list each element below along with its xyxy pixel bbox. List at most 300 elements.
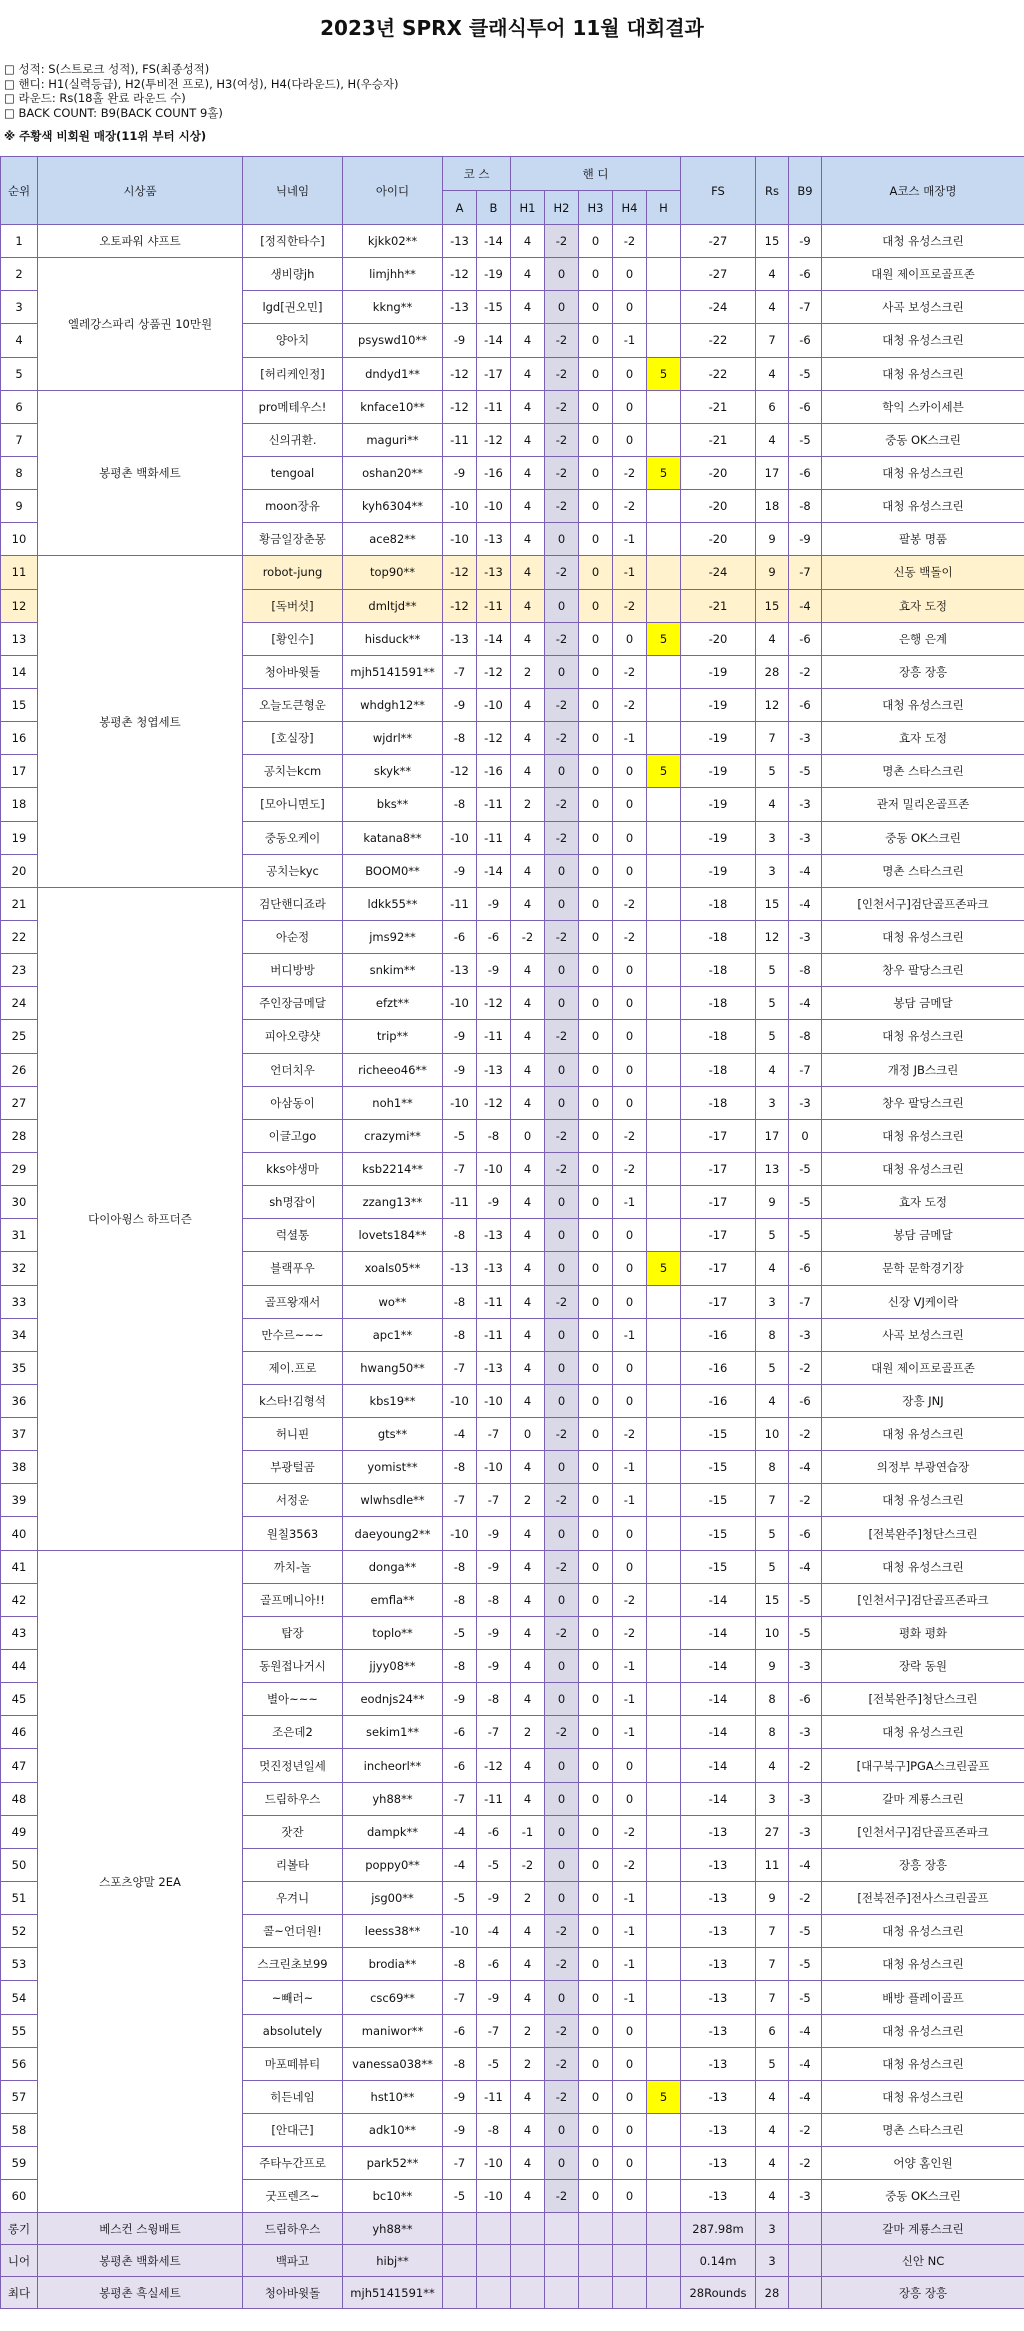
cell-nickname: 중동오케이	[243, 821, 343, 854]
table-row	[1, 258, 1024, 291]
cell-h4: -2	[613, 1815, 647, 1848]
cell-store: 평화 평화	[822, 1616, 1024, 1649]
cell-course-a: -10	[443, 1384, 477, 1417]
cell-store: 중동 OK스크린	[822, 821, 1024, 854]
header-a: A	[443, 191, 477, 225]
cell-nickname: 언더치우	[243, 1053, 343, 1086]
cell-id: kkng**	[343, 291, 443, 324]
cell-h3: 0	[579, 1152, 613, 1185]
cell-store: 대청 유성스크린	[822, 357, 1024, 390]
cell-rs: 4	[756, 357, 789, 390]
cell-h2: 0	[545, 1053, 579, 1086]
cell-fs: -20	[681, 456, 756, 489]
cell-fs: -18	[681, 1053, 756, 1086]
cell-course-b: -13	[477, 1351, 511, 1384]
cell-h3: 0	[579, 556, 613, 589]
cell-fs: -20	[681, 523, 756, 556]
cell-course-a: -9	[443, 854, 477, 887]
cell-h3: 0	[579, 2147, 613, 2180]
cell-store: 중동 OK스크린	[822, 423, 1024, 456]
cell-h	[647, 1981, 681, 2014]
cell-fs: -13	[681, 2014, 756, 2047]
cell-rs: 4	[756, 2080, 789, 2113]
cell-b9: -3	[789, 1782, 822, 1815]
cell-course-b: -12	[477, 987, 511, 1020]
cell-h1: 4	[511, 1650, 545, 1683]
cell-h2: -2	[545, 390, 579, 423]
cell-h3: 0	[579, 490, 613, 523]
cell-fs: -27	[681, 225, 756, 258]
cell-b9: -3	[789, 821, 822, 854]
table-row	[1, 556, 1024, 589]
cell-course-a: -12	[443, 755, 477, 788]
cell-h3: 0	[579, 390, 613, 423]
cell-course-b: -8	[477, 2114, 511, 2147]
cell-b9: -4	[789, 1550, 822, 1583]
cell-course-b: -12	[477, 1086, 511, 1119]
cell-store: 대청 유성스크린	[822, 920, 1024, 953]
cell-store: 대청 유성스크린	[822, 1948, 1024, 1981]
cell-h2: -2	[545, 490, 579, 523]
award-empty-cell	[545, 2277, 579, 2309]
cell-rs: 5	[756, 1550, 789, 1583]
header-b9: B9	[789, 157, 822, 225]
cell-id: xoals05**	[343, 1252, 443, 1285]
cell-nickname: 럭셜통	[243, 1219, 343, 1252]
cell-h2: -2	[545, 1915, 579, 1948]
cell-store: 사곡 보성스크린	[822, 1318, 1024, 1351]
note-line: □ 성적: S(스트로크 성적), FS(최종성적)	[4, 62, 210, 76]
cell-id: eodnjs24**	[343, 1683, 443, 1716]
cell-nickname: 주인장금메달	[243, 987, 343, 1020]
cell-fs: -14	[681, 1683, 756, 1716]
cell-course-b: -10	[477, 1152, 511, 1185]
cell-id: vanessa038**	[343, 2047, 443, 2080]
cell-b9: 0	[789, 1119, 822, 1152]
cell-id: poppy0**	[343, 1848, 443, 1881]
cell-course-b: -8	[477, 1119, 511, 1152]
prize-cell: 스포츠양말 2EA	[38, 1550, 243, 2213]
cell-store: 대청 유성스크린	[822, 2080, 1024, 2113]
award-empty-cell	[579, 2213, 613, 2245]
cell-rank: 27	[1, 1086, 38, 1119]
cell-h2: -2	[545, 357, 579, 390]
table-row	[1, 390, 1024, 423]
cell-h1: 4	[511, 1749, 545, 1782]
cell-rank: 40	[1, 1517, 38, 1550]
cell-h4: -2	[613, 1418, 647, 1451]
cell-b9: -7	[789, 556, 822, 589]
cell-store: 창우 팔당스크린	[822, 954, 1024, 987]
cell-h2: -2	[545, 1418, 579, 1451]
cell-h3: 0	[579, 357, 613, 390]
cell-h2: 0	[545, 1351, 579, 1384]
cell-h3: 0	[579, 1915, 613, 1948]
cell-fs: -18	[681, 920, 756, 953]
cell-nickname: sh명잡이	[243, 1186, 343, 1219]
cell-h	[647, 887, 681, 920]
cell-course-a: -6	[443, 920, 477, 953]
cell-course-a: -7	[443, 655, 477, 688]
award-id: yh88**	[343, 2213, 443, 2245]
cell-rs: 13	[756, 1152, 789, 1185]
cell-rank: 54	[1, 1981, 38, 2014]
cell-h	[647, 854, 681, 887]
award-prize: 봉평촌 흑실세트	[38, 2277, 243, 2309]
cell-b9: -4	[789, 1451, 822, 1484]
cell-nickname: 황금일장춘몽	[243, 523, 343, 556]
award-type: 최다	[1, 2277, 38, 2309]
cell-b9: -6	[789, 1683, 822, 1716]
cell-h3: 0	[579, 1882, 613, 1915]
cell-id: zzang13**	[343, 1186, 443, 1219]
cell-h3: 0	[579, 1749, 613, 1782]
cell-b9: -6	[789, 622, 822, 655]
cell-id: lovets184**	[343, 1219, 443, 1252]
award-empty-cell	[443, 2277, 477, 2309]
cell-course-b: -11	[477, 1020, 511, 1053]
cell-h	[647, 1186, 681, 1219]
cell-nickname: 신의귀환.	[243, 423, 343, 456]
cell-id: brodia**	[343, 1948, 443, 1981]
cell-id: skyk**	[343, 755, 443, 788]
cell-h1: 4	[511, 1948, 545, 1981]
cell-rs: 5	[756, 1020, 789, 1053]
cell-nickname: 아순정	[243, 920, 343, 953]
cell-h1: 4	[511, 1351, 545, 1384]
cell-rs: 8	[756, 1683, 789, 1716]
cell-rank: 18	[1, 788, 38, 821]
cell-h2: -2	[545, 324, 579, 357]
cell-h	[647, 2047, 681, 2080]
cell-rank: 38	[1, 1451, 38, 1484]
cell-h4: 0	[613, 1351, 647, 1384]
cell-h1: 2	[511, 1882, 545, 1915]
header-id: 아이디	[343, 157, 443, 225]
cell-h3: 0	[579, 920, 613, 953]
award-nickname: 드림하우스	[243, 2213, 343, 2245]
cell-h2: 0	[545, 589, 579, 622]
cell-h3: 0	[579, 1384, 613, 1417]
cell-course-a: -8	[443, 1550, 477, 1583]
cell-fs: -14	[681, 1749, 756, 1782]
cell-store: 신장 VJ케이락	[822, 1285, 1024, 1318]
legend-notes	[0, 44, 1024, 122]
cell-fs: -24	[681, 556, 756, 589]
cell-rs: 4	[756, 291, 789, 324]
cell-id: dampk**	[343, 1815, 443, 1848]
award-type: 니어	[1, 2245, 38, 2277]
cell-store: 관저 밀리온골프존	[822, 788, 1024, 821]
cell-course-b: -7	[477, 2014, 511, 2047]
cell-course-b: -12	[477, 722, 511, 755]
cell-h4: 0	[613, 622, 647, 655]
cell-course-b: -14	[477, 225, 511, 258]
cell-h: 5	[647, 456, 681, 489]
cell-id: yomist**	[343, 1451, 443, 1484]
cell-rs: 7	[756, 1981, 789, 2014]
cell-h1: 4	[511, 954, 545, 987]
cell-h	[647, 1716, 681, 1749]
header-b: B	[477, 191, 511, 225]
cell-id: yh88**	[343, 1782, 443, 1815]
header-h3: H3	[579, 191, 613, 225]
cell-rank: 3	[1, 291, 38, 324]
cell-h3: 0	[579, 258, 613, 291]
cell-h2: 0	[545, 1683, 579, 1716]
header-h2: H2	[545, 191, 579, 225]
cell-h2: 0	[545, 1882, 579, 1915]
award-empty-cell	[579, 2245, 613, 2277]
cell-nickname: kks야생마	[243, 1152, 343, 1185]
award-store: 신안 NC	[822, 2245, 1024, 2277]
cell-h2: 0	[545, 2147, 579, 2180]
cell-rs: 4	[756, 423, 789, 456]
cell-h2: 0	[545, 1219, 579, 1252]
cell-id: mjh5141591**	[343, 655, 443, 688]
cell-fs: -19	[681, 688, 756, 721]
cell-h3: 0	[579, 2080, 613, 2113]
cell-b9: -3	[789, 920, 822, 953]
prize-cell: 오토파워 샤프트	[38, 225, 243, 258]
cell-course-b: -8	[477, 1683, 511, 1716]
cell-h	[647, 1152, 681, 1185]
cell-rs: 3	[756, 821, 789, 854]
cell-nickname: 히든네임	[243, 2080, 343, 2113]
cell-id: top90**	[343, 556, 443, 589]
cell-fs: -19	[681, 722, 756, 755]
cell-course-a: -9	[443, 2080, 477, 2113]
cell-store: [인천서구]검단골프존파크	[822, 1815, 1024, 1848]
cell-b9: -3	[789, 2180, 822, 2213]
cell-b9: -5	[789, 1152, 822, 1185]
cell-h2: 0	[545, 887, 579, 920]
cell-nickname: [독버섯]	[243, 589, 343, 622]
cell-rs: 7	[756, 324, 789, 357]
cell-fs: -13	[681, 2180, 756, 2213]
cell-rank: 19	[1, 821, 38, 854]
cell-nickname: 만수르~~~	[243, 1318, 343, 1351]
cell-b9: -5	[789, 1219, 822, 1252]
cell-b9: -5	[789, 1186, 822, 1219]
cell-course-b: -10	[477, 688, 511, 721]
cell-h3: 0	[579, 1020, 613, 1053]
cell-h1: 4	[511, 423, 545, 456]
cell-h3: 0	[579, 324, 613, 357]
cell-rs: 3	[756, 1782, 789, 1815]
cell-h	[647, 1915, 681, 1948]
cell-course-a: -9	[443, 1053, 477, 1086]
cell-course-b: -16	[477, 456, 511, 489]
cell-h4: 0	[613, 954, 647, 987]
cell-id: daeyoung2**	[343, 1517, 443, 1550]
award-empty-cell	[613, 2245, 647, 2277]
cell-course-a: -4	[443, 1815, 477, 1848]
cell-store: 효자 도정	[822, 722, 1024, 755]
results-table	[0, 156, 1024, 2309]
cell-rs: 8	[756, 1451, 789, 1484]
cell-rs: 5	[756, 2047, 789, 2080]
cell-fs: -14	[681, 1650, 756, 1683]
cell-store: 개정 JB스크린	[822, 1053, 1024, 1086]
award-nickname: 청아바윗돌	[243, 2277, 343, 2309]
cell-rs: 15	[756, 1583, 789, 1616]
cell-h3: 0	[579, 1252, 613, 1285]
cell-h3: 0	[579, 1716, 613, 1749]
cell-course-b: -9	[477, 1186, 511, 1219]
cell-rank: 43	[1, 1616, 38, 1649]
cell-store: [인천서구]검단골프존파크	[822, 1583, 1024, 1616]
cell-h3: 0	[579, 1550, 613, 1583]
cell-rank: 5	[1, 357, 38, 390]
cell-h	[647, 324, 681, 357]
cell-h1: 4	[511, 1186, 545, 1219]
cell-rs: 5	[756, 1517, 789, 1550]
cell-h	[647, 1583, 681, 1616]
cell-h2: -2	[545, 622, 579, 655]
award-empty-cell	[647, 2277, 681, 2309]
cell-course-a: -10	[443, 1086, 477, 1119]
cell-course-a: -9	[443, 1020, 477, 1053]
cell-course-b: -11	[477, 2080, 511, 2113]
cell-h2: 0	[545, 1981, 579, 2014]
cell-h4: -1	[613, 324, 647, 357]
cell-h4: 0	[613, 2047, 647, 2080]
cell-h1: 4	[511, 1451, 545, 1484]
cell-h1: 4	[511, 1583, 545, 1616]
cell-id: BOOM0**	[343, 854, 443, 887]
cell-h	[647, 1020, 681, 1053]
cell-h2: -2	[545, 788, 579, 821]
cell-course-a: -8	[443, 1318, 477, 1351]
cell-h	[647, 1948, 681, 1981]
cell-store: 중동 OK스크린	[822, 2180, 1024, 2213]
cell-h4: -1	[613, 1186, 647, 1219]
award-empty-cell	[511, 2277, 545, 2309]
cell-h2: 0	[545, 523, 579, 556]
cell-h1: 4	[511, 589, 545, 622]
cell-h2: 0	[545, 2114, 579, 2147]
cell-store: 대청 유성스크린	[822, 1550, 1024, 1583]
cell-store: 대원 제이프로골프존	[822, 258, 1024, 291]
cell-h4: 0	[613, 1053, 647, 1086]
cell-h	[647, 2014, 681, 2047]
cell-h	[647, 1451, 681, 1484]
cell-rank: 30	[1, 1186, 38, 1219]
cell-b9: -3	[789, 1086, 822, 1119]
cell-h	[647, 1882, 681, 1915]
cell-course-a: -9	[443, 456, 477, 489]
award-row	[1, 2245, 1024, 2277]
cell-h1: 4	[511, 2147, 545, 2180]
cell-rank: 2	[1, 258, 38, 291]
cell-b9: -6	[789, 1252, 822, 1285]
cell-course-b: -10	[477, 1384, 511, 1417]
cell-b9: -2	[789, 1749, 822, 1782]
cell-course-b: -13	[477, 1219, 511, 1252]
cell-b9: -3	[789, 1650, 822, 1683]
cell-rs: 10	[756, 1418, 789, 1451]
cell-nickname: 동원접나거시	[243, 1650, 343, 1683]
cell-h3: 0	[579, 788, 613, 821]
cell-h4: -1	[613, 1484, 647, 1517]
header-course: 코 스	[443, 157, 511, 191]
cell-fs: -17	[681, 1186, 756, 1219]
cell-fs: -14	[681, 1583, 756, 1616]
cell-id: hisduck**	[343, 622, 443, 655]
award-empty-cell	[443, 2245, 477, 2277]
cell-h2: -2	[545, 2080, 579, 2113]
cell-h2: -2	[545, 1119, 579, 1152]
cell-h4: 0	[613, 258, 647, 291]
cell-store: 갈마 계룡스크린	[822, 1782, 1024, 1815]
cell-h: 5	[647, 622, 681, 655]
cell-h	[647, 1351, 681, 1384]
cell-h3: 0	[579, 655, 613, 688]
cell-id: ldkk55**	[343, 887, 443, 920]
cell-h4: 0	[613, 821, 647, 854]
cell-fs: -22	[681, 357, 756, 390]
cell-nickname: 리볼타	[243, 1848, 343, 1881]
cell-h3: 0	[579, 1119, 613, 1152]
cell-id: jjyy08**	[343, 1650, 443, 1683]
cell-b9: -7	[789, 1285, 822, 1318]
cell-b9: -2	[789, 1351, 822, 1384]
cell-rs: 9	[756, 1650, 789, 1683]
cell-rs: 4	[756, 1053, 789, 1086]
cell-h1: 4	[511, 2114, 545, 2147]
cell-course-b: -11	[477, 821, 511, 854]
cell-b9: -6	[789, 324, 822, 357]
cell-id: kyh6304**	[343, 490, 443, 523]
award-rs: 28	[756, 2277, 789, 2309]
cell-store: [대구북구]PGA스크린골프	[822, 1749, 1024, 1782]
cell-b9: -3	[789, 1318, 822, 1351]
cell-rs: 4	[756, 2114, 789, 2147]
award-rs: 3	[756, 2213, 789, 2245]
cell-course-a: -7	[443, 1484, 477, 1517]
header-h: H	[647, 191, 681, 225]
cell-h4: -1	[613, 1318, 647, 1351]
cell-store: 대청 유성스크린	[822, 1418, 1024, 1451]
cell-h3: 0	[579, 1815, 613, 1848]
cell-h3: 0	[579, 1053, 613, 1086]
cell-course-a: -10	[443, 821, 477, 854]
cell-course-b: -19	[477, 258, 511, 291]
cell-b9: -5	[789, 423, 822, 456]
cell-course-a: -10	[443, 523, 477, 556]
cell-h1: 4	[511, 390, 545, 423]
cell-course-a: -8	[443, 1219, 477, 1252]
cell-h4: -1	[613, 1683, 647, 1716]
cell-h2: -2	[545, 2014, 579, 2047]
cell-nickname: 제이.프로	[243, 1351, 343, 1384]
cell-course-b: -14	[477, 622, 511, 655]
cell-fs: -15	[681, 1550, 756, 1583]
cell-id: maguri**	[343, 423, 443, 456]
cell-h3: 0	[579, 2114, 613, 2147]
cell-nickname: 공치는kyc	[243, 854, 343, 887]
cell-h3: 0	[579, 1782, 613, 1815]
cell-h3: 0	[579, 1848, 613, 1881]
award-empty-cell	[789, 2277, 822, 2309]
cell-rs: 5	[756, 755, 789, 788]
cell-id: park52**	[343, 2147, 443, 2180]
cell-b9: -5	[789, 1583, 822, 1616]
cell-b9: -6	[789, 456, 822, 489]
cell-b9: -2	[789, 1882, 822, 1915]
cell-h1: 4	[511, 1285, 545, 1318]
